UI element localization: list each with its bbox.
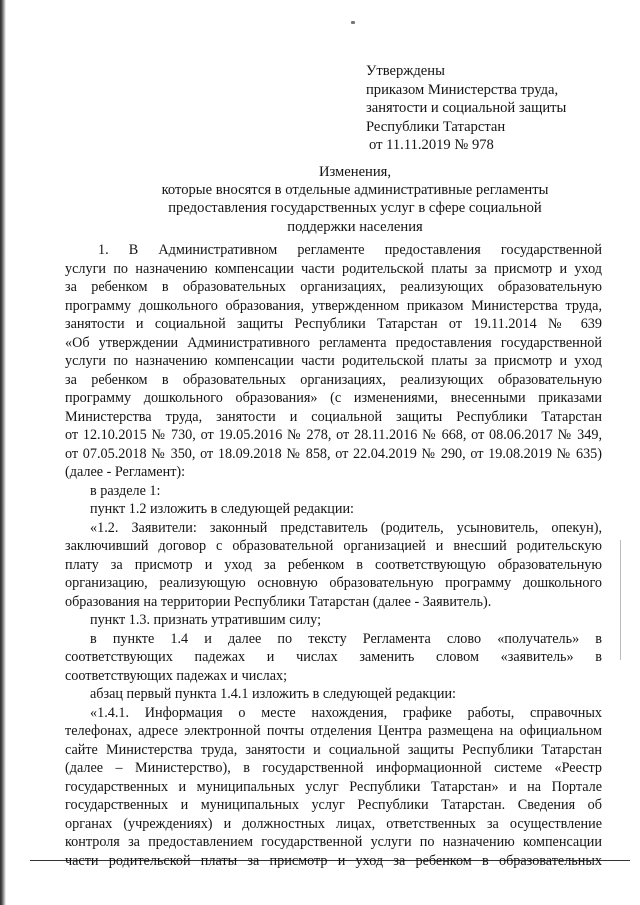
document-title: [120, 163, 590, 236]
body-line: пункт 1.2 изложить в следующей редакции:: [90, 501, 354, 517]
approval-line: занятости и социальной защиты: [366, 100, 567, 116]
body-line: 1. В Административном регламенте предоставления государственной: [98, 242, 602, 258]
body-line: государственных и муниципальных услуг Республики Татарстан. Сведения об: [65, 797, 602, 813]
body-line: занятости и социальной защиты Республики Татарстан от 19.11.2014 № 639: [65, 316, 602, 332]
scan-speck: [351, 21, 355, 24]
approval-line: Республики Татарстан: [366, 118, 506, 135]
body-line: «Об утверждении Административного регламента предоставления государственной: [65, 334, 602, 351]
body-line: программу дошкольного образования, утвержденном приказом Министерства труда,: [65, 297, 602, 314]
body-line: части родительской платы за присмотр и уход за ребенком в образовательных: [65, 852, 602, 869]
approval-line: приказом Министерства труда,: [366, 81, 559, 98]
body-line: телефонах, адресе электронной почты отделения Центра размещена на официальном: [65, 723, 602, 739]
title-line: предоставления государственных услуг в сфере социальной: [168, 200, 542, 217]
scan-left-edge: [0, 0, 6, 905]
title-line: поддержки населения: [287, 218, 423, 235]
title-line: Изменения,: [318, 164, 392, 180]
body-line: организацию, реализующую основную образовательную программу дошкольного: [65, 575, 602, 591]
scan-right-mark: [620, 540, 621, 660]
body-line: образования на территории Республики Татарстан (далее - Заявитель).: [65, 593, 492, 610]
body-line: услуги по назначению компенсации части родительской платы за присмотр и уход: [65, 260, 602, 277]
body-line: в разделе 1:: [90, 482, 161, 499]
document-body: [65, 241, 602, 870]
body-line: контроля за предоставлением государственной услуги по назначению компенсации: [65, 834, 602, 850]
body-line: пункт 1.3. признать утратившим силу;: [90, 612, 322, 628]
body-line: от 07.05.2018 № 350, от 18.09.2018 № 858, от 22.04.2019 № 290, от 19.08.2019 № 635): [65, 445, 602, 462]
body-line: «1.2. Заявители: законный представитель (родитель, усыновитель, опекун),: [90, 519, 602, 536]
body-line: (далее - Регламент):: [65, 464, 186, 480]
body-line: сайте Министерства труда, занятости и социальной защиты Республики Татарстан: [65, 741, 602, 758]
body-line: программу дошкольного образования» (с изменениями, внесенными приказами: [65, 390, 602, 406]
approval-date-line: от 11.11.2019 № 978: [369, 137, 494, 153]
body-line: заключивший договор с образовательной организацией и внесший родительскую: [65, 538, 602, 554]
body-line: соответствующих падежах и числах;: [65, 667, 288, 684]
body-line: органах (учреждениях) и должностных лицах, ответственных за осуществление: [65, 815, 602, 832]
body-line: «1.4.1. Информация о месте нахождения, графике работы, справочных: [90, 704, 602, 721]
body-line: за ребенком в образовательных организациях, реализующих образовательную: [65, 371, 602, 388]
body-line: в пункте 1.4 и далее по тексту Регламента слово «получатель» в: [90, 630, 602, 647]
title-line: которые вносятся в отдельные административные регламенты: [161, 182, 549, 199]
approval-stamp-block: [366, 62, 566, 155]
approval-line: Утверждены: [366, 63, 445, 79]
body-line: абзац первый пункта 1.4.1 изложить в следующей редакции:: [90, 686, 456, 702]
body-line: (далее – Министерство), в государственной информационной системе «Реестр: [65, 760, 602, 776]
body-line: от 12.10.2015 № 730, от 19.05.2016 № 278, от 28.11.2016 № 668, от 08.06.2017 № 349,: [65, 427, 602, 443]
body-line: за ребенком в образовательных организациях, реализующих образовательную: [65, 279, 602, 295]
body-line: плату за присмотр и уход за ребенком в соответствующую образовательную: [65, 556, 602, 573]
body-line: соответствующих падежах и числах заменить словом «заявитель» в: [65, 649, 602, 665]
body-line: государственных и муниципальных услуг Республики Татарстан» и на Портале: [65, 778, 602, 795]
body-line: Министерства труда, занятости и социальной защиты Республики Татарстан: [65, 408, 602, 425]
body-line: услуги по назначению компенсации части родительской платы за присмотр и уход: [65, 353, 602, 369]
